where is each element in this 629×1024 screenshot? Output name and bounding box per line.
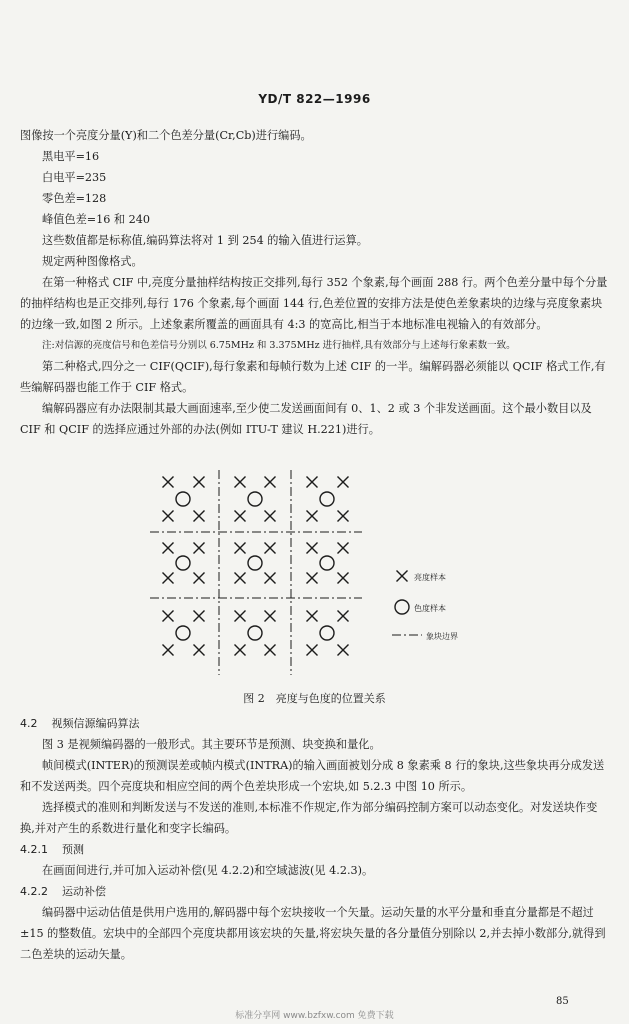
running-header: YD/T 822—1996 — [258, 92, 371, 106]
luma-sample-mark — [338, 543, 349, 554]
chroma-sample-mark — [176, 492, 190, 506]
watermark: 标准分享网 www.bzfxw.com 免费下载 — [235, 1011, 394, 1021]
chroma-sample-mark — [248, 492, 262, 506]
luma-sample-mark — [338, 611, 349, 622]
legend-chroma-label: 色度样本 — [414, 604, 446, 613]
paragraph: 编码器中运动估值是供用户选用的,解码器中每个宏块接收一个矢量。运动矢量的水平分量和垂直分量都是不超过±15 的整数值。宏块中的全部四个亮度块都用该宏块的矢量,将宏块矢量的各分量值分别除以 2,并去掉小数部分,就得到二色差块的运动矢量。 — [20, 906, 606, 961]
luma-sample-mark — [265, 511, 276, 522]
luma-sample-mark — [163, 645, 174, 656]
luma-sample-mark — [307, 477, 318, 488]
luma-sample-mark — [163, 477, 174, 488]
luma-sample-mark — [265, 543, 276, 554]
paragraph: 零色差=128 — [42, 192, 107, 205]
paragraph: 峰值色差=16 和 240 — [42, 213, 151, 226]
luma-sample-mark — [163, 573, 174, 584]
paragraph: 这些数值都是标称值,编码算法将对 1 到 254 的输入值进行运算。 — [42, 234, 368, 247]
luma-sample-mark — [307, 543, 318, 554]
luma-sample-mark — [194, 645, 205, 656]
section-number: 4.2 — [20, 717, 38, 730]
chroma-sample-mark — [248, 556, 262, 570]
paragraph: 选择模式的准则和判断发送与不发送的准则,本标准不作规定,作为部分编码控制方案可以动态变化。对发送块作变换,并对产生的系数进行量化和变字长编码。 — [20, 801, 598, 835]
luma-sample-mark — [194, 511, 205, 522]
luma-sample-mark — [307, 511, 318, 522]
chroma-sample-mark — [176, 626, 190, 640]
paragraph: 规定两种图像格式。 — [42, 255, 143, 268]
chroma-sample-mark — [320, 626, 334, 640]
note: 注:对信源的亮度信号和色差信号分别以 6.75MHz 和 3.375MHz 进行抽样,具有效部分与上述每行象素数一致。 — [42, 340, 516, 351]
paragraph: 图像按一个亮度分量(Y)和二个色差分量(Cr,Cb)进行编码。 — [20, 129, 312, 142]
paragraph: 黑电平=16 — [42, 150, 100, 163]
luma-sample-mark — [163, 511, 174, 522]
section-title: 视频信源编码算法 — [51, 717, 140, 730]
luma-sample-mark — [307, 611, 318, 622]
chroma-sample-mark — [320, 556, 334, 570]
luma-sample-mark — [265, 573, 276, 584]
luma-sample-mark — [338, 645, 349, 656]
luma-sample-mark — [235, 511, 246, 522]
section-heading-4-2-1 — [20, 839, 610, 860]
paragraph: 第二种格式,四分之一 CIF(QCIF),每行象素和每帧行数为上述 CIF 的一半。编解码器必须能以 QCIF 格式工作,有些编解码器也能工作于 CIF 格式。 — [20, 360, 606, 394]
chroma-sample-mark — [320, 492, 334, 506]
section-number: 4.2.2 — [20, 885, 48, 898]
luma-sample-mark — [265, 645, 276, 656]
section-title: 预测 — [62, 843, 84, 856]
luma-sample-mark — [307, 573, 318, 584]
paragraph: 白电平=235 — [42, 171, 107, 184]
luma-sample-mark — [194, 477, 205, 488]
paragraph: 图 3 是视频编码器的一般形式。其主要环节是预测、块变换和量化。 — [42, 738, 381, 751]
luma-sample-mark — [235, 477, 246, 488]
paragraph: 编解码器应有办法限制其最大画面速率,至少使二发送画面间有 0、1、2 或 3 个非发送画面。这个最小数目以及 CIF 和 QCIF 的选择应通过外部的办法(例如 ITU-T 建议 H.221)进行。 — [20, 402, 592, 436]
body-text-lower — [20, 713, 610, 965]
page-number: 85 — [556, 996, 569, 1007]
luma-sample-mark — [235, 645, 246, 656]
luma-sample-mark — [163, 543, 174, 554]
legend-chroma-mark — [395, 600, 409, 614]
section-number: 4.2.1 — [20, 843, 48, 856]
chroma-sample-mark — [248, 626, 262, 640]
chroma-sample-mark — [176, 556, 190, 570]
paragraph: 在画面间进行,并可加入运动补偿(见 4.2.2)和空域滤波(见 4.2.3)。 — [42, 864, 374, 877]
luma-sample-mark — [307, 645, 318, 656]
luma-sample-mark — [265, 477, 276, 488]
legend-boundary-label: 象块边界 — [426, 632, 458, 641]
luma-sample-mark — [235, 611, 246, 622]
luma-sample-mark — [194, 543, 205, 554]
section-heading-4-2-2 — [20, 881, 610, 902]
figure-2-sampling-diagram — [150, 470, 480, 680]
figure-caption: 图 2 亮度与色度的位置关系 — [243, 692, 386, 705]
luma-sample-mark — [397, 571, 408, 582]
paragraph: 在第一种格式 CIF 中,亮度分量抽样结构按正交排列,每行 352 个象素,每个画面 288 行。两个色差分量中每个分量的抽样结构也是正交排列,每行 176 个象素,每个画面 144 行,色差位置的安排方法是使色差象素块的边缘与亮度象素块的边缘一致,如图 2 所示。上述象素所覆盖的画面具有 4:3 的宽高比,相当于本地标准电视输入的有效部分。 — [20, 276, 608, 331]
luma-sample-mark — [265, 611, 276, 622]
luma-sample-mark — [338, 573, 349, 584]
luma-sample-mark — [194, 611, 205, 622]
luma-sample-mark — [194, 573, 205, 584]
luma-sample-mark — [235, 543, 246, 554]
legend-luma-label: 亮度样本 — [414, 573, 446, 582]
luma-sample-mark — [338, 511, 349, 522]
section-title: 运动补偿 — [62, 885, 106, 898]
body-text-upper — [20, 125, 610, 440]
luma-sample-mark — [235, 573, 246, 584]
luma-sample-mark — [163, 611, 174, 622]
luma-sample-mark — [338, 477, 349, 488]
paragraph: 帧间模式(INTER)的预测误差或帧内模式(INTRA)的输入画面被划分成 8 象素乘 8 行的象块,这些象块再分成发送和不发送两类。四个亮度块和相应空间的两个色差块形成一个宏块,如 5.2.3 中图 10 所示。 — [20, 759, 605, 793]
section-heading-4-2 — [20, 713, 610, 734]
